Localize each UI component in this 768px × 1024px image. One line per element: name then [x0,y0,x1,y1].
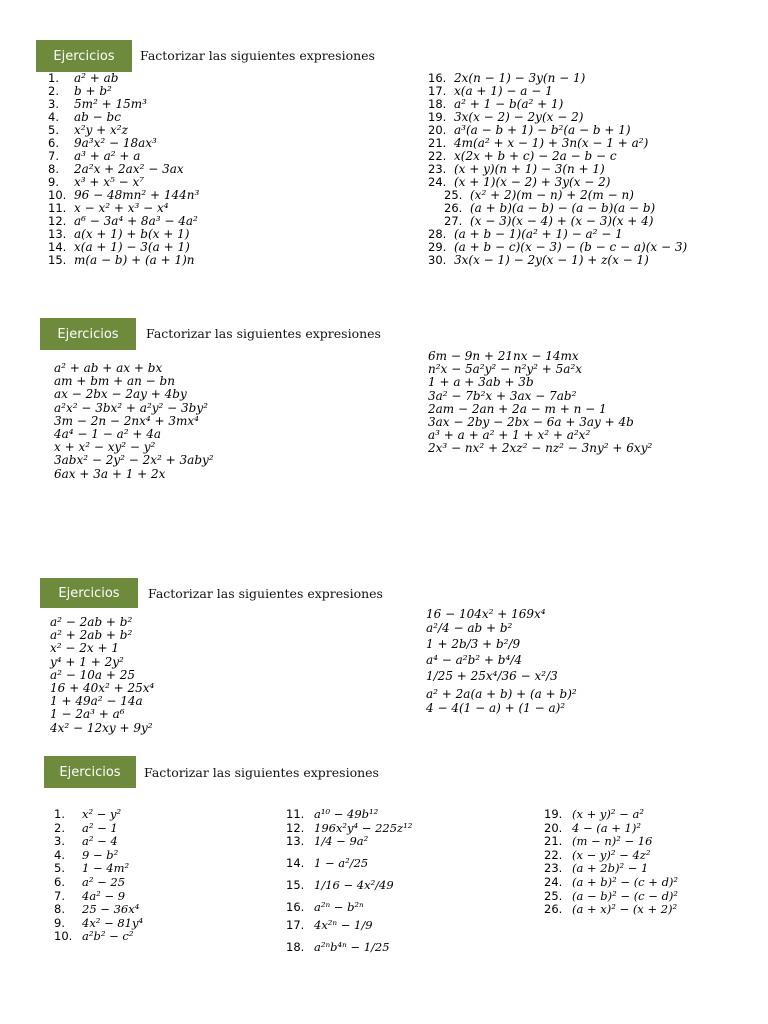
list-item: 2x³ − nx² + 2xz² − nz² − 3ny² + 6xy² [428,441,653,456]
list-item: 22. x(2x + b + c) − 2a − b − c [428,149,617,163]
list-item: 23. (a + 2b)² − 1 [544,861,649,876]
list-item: 3m − 2n − 2nx⁴ + 3mx⁴ [54,413,199,428]
list-item: 15. 1/16 − 4x²/49 [286,878,394,893]
list-item: 1/25 + 25x⁴/36 − x²/3 [426,669,558,683]
list-item: 10. 96 − 48mn² + 144n³ [48,188,200,202]
section-2-title: Factorizar las siguientes expresiones [146,326,381,341]
section-1-title: Factorizar las siguientes expresiones [140,48,375,63]
list-item: 9. 4x² − 81y⁴ [54,915,144,930]
list-item: a² − 10a + 25 [50,667,136,682]
list-item: 13. 1/4 − 9a² [286,834,369,849]
list-item: am + bm + an − bn [54,374,175,389]
list-item: 2. b + b² [48,84,112,98]
list-item: 11. a¹⁰ − 49b¹² [286,807,379,821]
list-item: 3. a² − 4 [54,834,118,849]
list-item: a² + 2ab + b² [50,628,133,643]
list-item: 27. (x − 3)(x − 4) + (x − 3)(x + 4) [444,214,654,228]
list-item: 25. (x² + 2)(m − n) + 2(m − n) [444,188,634,202]
list-item: 7. a³ + a² + a [48,149,141,163]
section-4-title: Factorizar las siguientes expresiones [144,765,379,780]
list-item: 18. a² + 1 − b(a² + 1) [428,97,564,111]
list-item: 21. 4m(a² + x − 1) + 3n(x − 1 + a²) [428,136,649,150]
list-item: 4a⁴ − 1 − a² + 4a [54,426,162,441]
list-item: 13. a(x + 1) + b(x + 1) [48,227,190,241]
list-item: 1. a² + ab [48,71,119,85]
list-item: 6. a² − 25 [54,874,126,889]
list-item: 19. (x + y)² − a² [544,807,644,821]
list-item: 1 + a + 3ab + 3b [428,375,534,390]
section-1-right-list [428,72,687,267]
list-item: a² + ab + ax + bx [54,361,163,375]
list-item: a²/4 − ab + b² [426,621,513,635]
list-item: 22. (x − y)² − 4z² [544,847,651,862]
list-item: a⁴ − a²b² + b⁴/4 [426,653,522,667]
list-item: 10. a²b² − c² [54,929,134,944]
list-item: 1 − 2a³ + a⁶ [50,707,125,722]
list-item: 12. a⁶ − 3a⁴ + 8a³ − 4a² [48,214,198,228]
list-item: 4 − 4(1 − a) + (1 − a)² [426,701,566,715]
section-1-left-list [48,72,199,267]
list-item: ax − 2bx − 2ay + 4by [54,387,187,402]
list-item: 17. x(a + 1) − a − 1 [428,84,553,98]
list-item: 6. 9a³x² − 18ax³ [48,136,157,150]
section-2-left-list [54,362,214,481]
list-item: 25. (a − b)² − (c − d)² [544,888,679,903]
list-item: a² + 2a(a + b) + (a + b)² [426,687,577,701]
list-item: 2. a² − 1 [54,820,118,835]
list-item: a³ + a + a² + 1 + x² + a²x² [428,428,591,443]
list-item: 8. 25 − 36x⁴ [54,902,140,917]
list-item: 16 − 104x² + 169x⁴ [426,607,546,621]
list-item: 16. a²ⁿ − b²ⁿ [286,900,364,915]
list-item: 6m − 9n + 21nx − 14mx [428,349,579,363]
list-item: 16 + 40x² + 25x⁴ [50,680,155,695]
section-3-badge: Ejercicios [40,578,138,608]
list-item: 18. a²ⁿb⁴ⁿ − 1/25 [286,940,390,955]
list-item: 2am − 2an + 2a − m + n − 1 [428,401,607,416]
list-item: 4. 9 − b² [54,847,119,862]
section-4-col2-list [286,808,412,955]
section-4-col3-list [544,808,678,917]
section-2-badge: Ejercicios [40,318,136,350]
list-item: 14. 1 − a²/25 [286,856,369,871]
section-3-title: Factorizar las siguientes expresiones [148,586,383,601]
list-item: 24. (x + 1)(x − 2) + 3y(x − 2) [428,175,611,189]
list-item: 16. 2x(n − 1) − 3y(n − 1) [428,71,586,85]
list-item: 6ax + 3a + 1 + 2x [54,466,166,481]
list-item: 3ax − 2by − 2bx − 6a + 3ay + 4b [428,414,634,429]
list-item: 1 + 49a² − 14a [50,694,143,709]
list-item: 15. m(a − b) + (a + 1)n [48,253,195,267]
list-item: 24. (a + b)² − (c + d)² [544,874,679,889]
list-item: 3a² − 7b²x + 3ax − 7ab² [428,388,577,403]
section-1-badge: Ejercicios [36,40,132,72]
section-4-col1-list [54,808,143,944]
list-item: y⁴ + 1 + 2y² [50,654,124,669]
list-item: 4. ab − bc [48,110,121,124]
list-item: 5. x²y + x²z [48,123,128,137]
list-item: 30. 3x(x − 1) − 2y(x − 1) + z(x − 1) [428,253,649,267]
list-item: 14. x(a + 1) − 3(a + 1) [48,240,190,254]
section-4-badge: Ejercicios [44,756,136,788]
list-item: 29. (a + b − c)(x − 3) − (b − c − a)(x − 3) [428,240,688,254]
section-2-right-list [428,350,652,456]
list-item: a² − 2ab + b² [50,615,133,629]
list-item: 11. x − x² + x³ − x⁴ [48,201,169,215]
list-item: n²x − 5a²y² − n²y² + 5a²x [428,362,583,377]
list-item: 20. 4 − (a + 1)² [544,820,641,835]
section-3-right-list [426,608,577,716]
list-item: 5. 1 − 4m² [54,861,130,876]
list-item: 3. 5m² + 15m³ [48,97,147,111]
list-item: 20. a³(a − b + 1) − b²(a − b + 1) [428,123,631,137]
list-item: a²x² − 3bx² + a²y² − 3by² [54,400,208,415]
list-item: 26. (a + b)(a − b) − (a − b)(a − b) [444,201,656,215]
list-item: 26. (a + x)² − (x + 2)² [544,902,678,917]
list-item: x² − 2x + 1 [50,641,119,656]
list-item: 12. 196x²y⁴ − 225z¹² [286,820,413,835]
list-item: x + x² − xy² − y² [54,440,156,455]
list-item: 23. (x + y)(n + 1) − 3(n + 1) [428,162,605,176]
list-item: 28. (a + b − 1)(a² + 1) − a² − 1 [428,227,623,241]
list-item: 7. 4a² − 9 [54,888,126,903]
list-item: 1 + 2b/3 + b²/9 [426,637,521,651]
list-item: 21. (m − n)² − 16 [544,834,653,849]
list-item: 19. 3x(x − 2) − 2y(x − 2) [428,110,584,124]
list-item: 1. x² − y² [54,807,122,821]
list-item: 3abx² − 2y² − 2x² + 3aby² [54,453,214,468]
section-3-left-list [50,616,154,735]
list-item: 8. 2a²x + 2ax² − 3ax [48,162,184,176]
list-item: 17. 4x²ⁿ − 1/9 [286,918,373,933]
list-item: 9. x³ + x⁵ − x⁷ [48,175,145,189]
list-item: 4x² − 12xy + 9y² [50,720,153,735]
